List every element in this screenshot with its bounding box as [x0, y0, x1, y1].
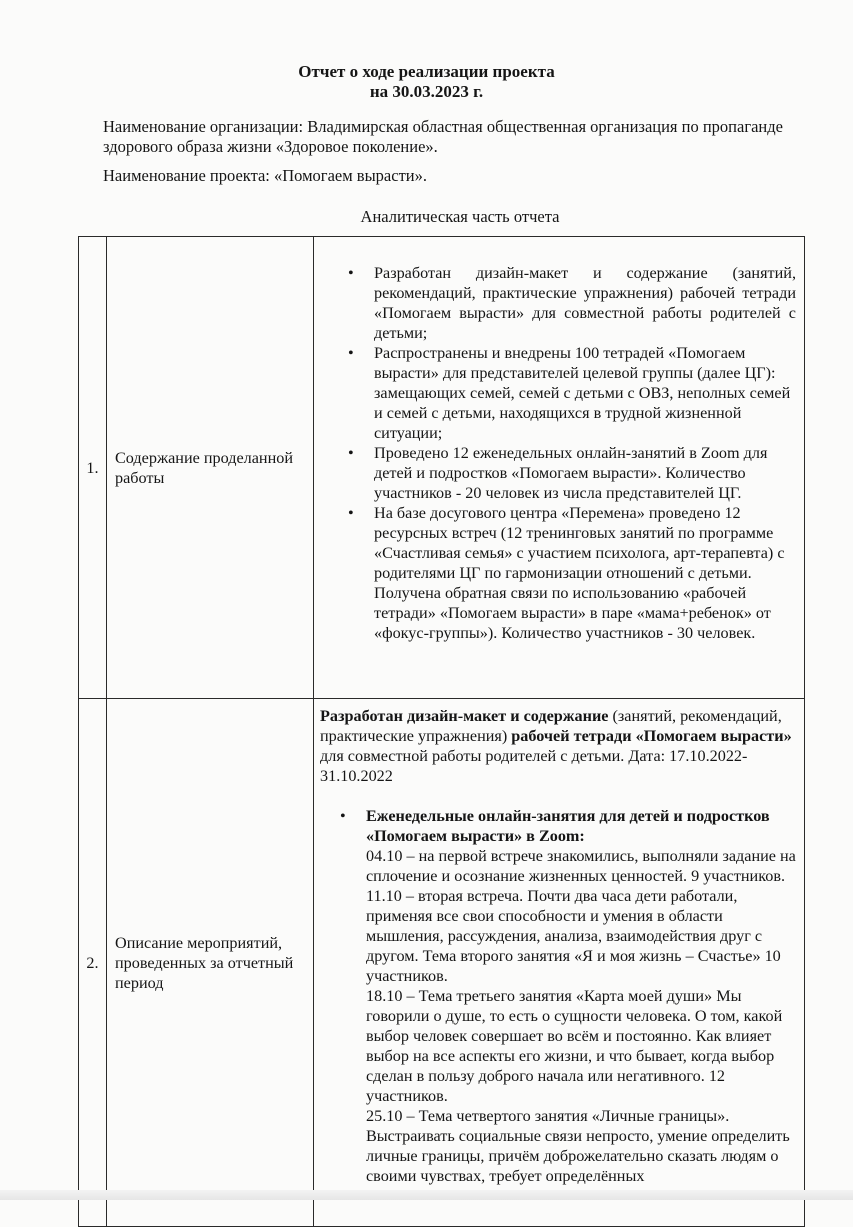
intro-plain-2: для совместной работы родителей с детьми. Дата: 17.10.2022-31.10.2022	[320, 747, 748, 785]
list-item: • Распространены и внедрены 100 тетрадей «Помогаем вырасти» для представителей целевой группы (далее ЦГ): замещающих семей, семей с детьми с ОВЗ, неполных семей и семей с детьми, находящихся в трудной жизненной ситуации;	[374, 343, 796, 443]
table-row	[79, 699, 805, 1227]
page-edge	[0, 1190, 853, 1200]
row-label: Описание мероприятий, проведенных за отчетный период	[107, 699, 314, 1227]
report-title-line-2: на 30.03.2023 г.	[369, 82, 484, 101]
session-entry: 04.10 – на первой встрече знакомились, выполняли задание на сплочение и осознание жизненных ценностей. 9 участников.	[366, 847, 796, 885]
row-content	[314, 237, 805, 699]
session-entry: 25.10 – Тема четвертого занятия «Личные границы». Выстраивать социальные связи непросто, умение определить личные границы, причём доброжелательно сказать людям о своими чувствах, требует определённых	[366, 1107, 790, 1185]
report-table	[78, 236, 805, 1227]
session-entry: 18.10 – Тема третьего занятия «Карта моей души» Мы говорили о душе, то есть о сущности человека. О том, какой выбор человек совершает во всём и постоянно. Как влияет выбор на все аспекты его жизни, и что бывает, когда выбор сделан в пользу доброго начала или негативного. 12 участников.	[366, 987, 783, 1105]
row-number: 1.	[79, 237, 107, 699]
row-number: 2.	[79, 699, 107, 1227]
intro-bold-1: Разработан дизайн-макет и содержание	[320, 707, 609, 725]
table-row	[79, 237, 805, 699]
intro-paragraph	[320, 706, 798, 786]
bullet-list	[322, 263, 796, 643]
session-entry: 11.10 – вторая встреча. Почти два часа дети работали, применяя все свои способности и умения в области мышления, рассуждения, анализа, взаимодействия друг с другом. Тема второго занятия «Я и моя жизнь – Счастье» 10 участников.	[366, 887, 781, 985]
list-item	[366, 806, 798, 1186]
row-label: Содержание проделанной работы	[107, 237, 314, 699]
organization-name: Наименование организации: Владимирская областная общественная организация по пропаганде здорового образа жизни «Здоровое поколение».	[103, 117, 783, 156]
report-title	[0, 62, 853, 102]
list-item: • Проведено 12 еженедельных онлайн-занятий в Zoom для детей и подростков «Помогаем вырасти». Количество участников - 20 человек из числа представителей ЦГ.	[374, 443, 796, 503]
report-title-line-1: Отчет о ходе реализации проекта	[298, 62, 555, 81]
section-title: Аналитическая часть отчета	[360, 207, 560, 226]
bullet-list	[320, 806, 798, 1186]
list-item: • Разработан дизайн-макет и содержание (занятий, рекомендаций, практические упражнения) рабочей тетради «Помогаем вырасти» для совместной работы родителей с детьми;	[374, 263, 796, 343]
bullet-heading: • Еженедельные онлайн-занятия для детей и подростков «Помогаем вырасти» в Zoom:	[366, 807, 770, 845]
intro-plain-1: (занятий, рекомендаций, практические упражнения)	[320, 707, 782, 745]
row-content	[314, 699, 805, 1227]
intro-bold-2: рабочей тетради «Помогаем вырасти»	[511, 727, 792, 745]
spacer	[320, 786, 798, 806]
project-name: Наименование проекта: «Помогаем вырасти».	[103, 166, 427, 185]
list-item: • На базе досугового центра «Перемена» проведено 12 ресурсных встреч (12 тренинговых занятий по программе «Счастливая семья» с участием психолога, арт-терапевта) с родителями ЦГ по гармонизации отношений с детьми. Получена обратная связи по использованию «рабочей тетради» «Помогаем вырасти» в паре «мама+ребенок» от «фокус-группы»). Количество участников - 30 человек.	[374, 503, 796, 643]
